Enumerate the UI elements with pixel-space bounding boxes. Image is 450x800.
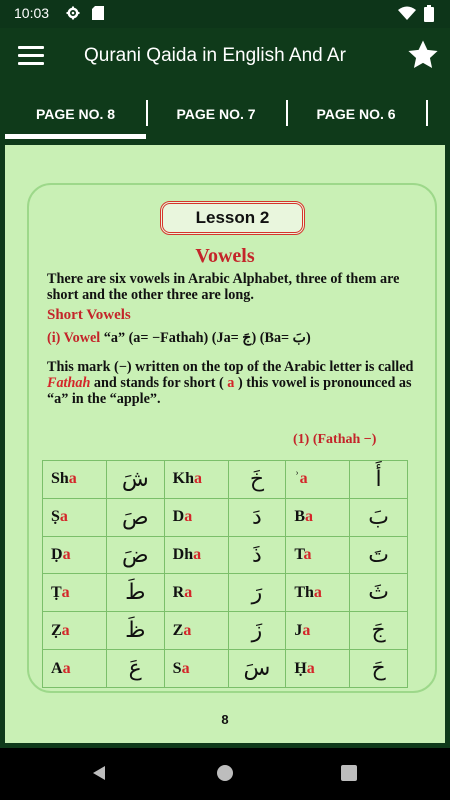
- desc-part-1: This mark (−) written on the top of the Arabic letter is called: [47, 359, 414, 375]
- transliteration-cell: Ṭa: [43, 574, 107, 612]
- vowel-a-line: [47, 330, 311, 347]
- transliteration-cell: Ja: [286, 612, 350, 650]
- desc-a: a: [227, 375, 235, 391]
- table-row: [43, 498, 408, 536]
- arabic-letter-cell: شَ: [106, 461, 164, 499]
- transliteration-cell: Ṣa: [43, 498, 107, 536]
- tab-page-8[interactable]: PAGE NO. 8: [35, 106, 116, 122]
- arabic-letter-cell: دَ: [228, 498, 286, 536]
- arabic-letter-cell: سَ: [228, 650, 286, 688]
- letter-table: [42, 460, 408, 688]
- short-vowels-heading: Short Vowels: [47, 307, 131, 323]
- table-row: [43, 574, 408, 612]
- arabic-letter-cell: أَ: [350, 461, 408, 499]
- vowel-a-ja: (Ja= جَ): [211, 330, 257, 346]
- fathah-reference: (1) (Fathah −): [293, 432, 377, 447]
- arabic-letter-cell: بَ: [350, 498, 408, 536]
- transliteration-cell: Ba: [286, 498, 350, 536]
- arabic-letter-cell: زَ: [228, 612, 286, 650]
- wifi-icon: [398, 6, 416, 24]
- arabic-letter-cell: جَ: [350, 612, 408, 650]
- table-row: [43, 650, 408, 688]
- tab-page-6[interactable]: PAGE NO. 6: [316, 106, 396, 122]
- arabic-letter-cell: عَ: [106, 650, 164, 688]
- vowel-a-prefix: (i) Vowel: [47, 330, 101, 346]
- lesson-title: Lesson 2: [160, 201, 305, 235]
- transliteration-cell: Ḍa: [43, 536, 107, 574]
- fathah-description: [47, 359, 427, 407]
- transliteration-cell: Sha: [43, 461, 107, 499]
- desc-part-2: and stands for short (: [93, 375, 224, 391]
- back-icon[interactable]: [90, 764, 108, 786]
- table-row: [43, 536, 408, 574]
- tab-divider: [426, 100, 428, 126]
- battery-icon: [424, 5, 434, 26]
- arabic-letter-cell: ثَ: [350, 574, 408, 612]
- table-row: [43, 612, 408, 650]
- transliteration-cell: Kha: [164, 461, 228, 499]
- system-nav-bar: [0, 748, 450, 800]
- transliteration-cell: Tha: [286, 574, 350, 612]
- section-heading: Vowels: [195, 245, 255, 267]
- status-time: 10:03: [14, 5, 50, 21]
- arabic-letter-cell: صَ: [106, 498, 164, 536]
- arabic-letter-cell: طَ: [106, 574, 164, 612]
- app-title: Qurani Qaida in English And Ar: [84, 45, 346, 66]
- transliteration-cell: Aa: [43, 650, 107, 688]
- arabic-letter-cell: ظَ: [106, 612, 164, 650]
- star-icon[interactable]: [406, 38, 440, 72]
- vowel-a-fathah: (a= −Fathah): [128, 330, 209, 346]
- desc-fathah: Fathah: [47, 375, 91, 391]
- table-row: [43, 461, 408, 499]
- page-number: 8: [221, 712, 229, 727]
- arabic-letter-cell: ضَ: [106, 536, 164, 574]
- arabic-letter-cell: خَ: [228, 461, 286, 499]
- transliteration-cell: Ta: [286, 536, 350, 574]
- status-bar: [0, 0, 450, 28]
- transliteration-cell: Da: [164, 498, 228, 536]
- transliteration-cell: Ḥa: [286, 650, 350, 688]
- transliteration-cell: ʾa: [286, 461, 350, 499]
- tab-selected-indicator: [5, 134, 146, 139]
- page-tabs: [0, 88, 450, 140]
- transliteration-cell: Ra: [164, 574, 228, 612]
- vowel-a-ba: (Ba= بَ): [259, 330, 311, 346]
- app-bar: [0, 28, 450, 88]
- transliteration-cell: Za: [164, 612, 228, 650]
- transliteration-cell: Dha: [164, 536, 228, 574]
- arabic-letter-cell: تَ: [350, 536, 408, 574]
- transliteration-cell: Ẓa: [43, 612, 107, 650]
- transliteration-cell: Sa: [164, 650, 228, 688]
- desc-part-3: ) this vowel is pronounced as “a” in the “apple”.: [47, 375, 412, 407]
- arabic-letter-cell: ذَ: [228, 536, 286, 574]
- arabic-letter-cell: حَ: [350, 650, 408, 688]
- vowel-a-quote: “a”: [103, 330, 126, 346]
- lesson-page: [5, 145, 445, 743]
- home-icon[interactable]: [216, 764, 234, 786]
- sd-card-icon: [92, 6, 104, 24]
- gear-icon: [66, 6, 80, 24]
- intro-text: There are six vowels in Arabic Alphabet, three of them are short and the other three are long.: [47, 271, 400, 303]
- tab-page-7[interactable]: PAGE NO. 7: [176, 106, 256, 122]
- recents-icon[interactable]: [340, 764, 358, 786]
- arabic-letter-cell: رَ: [228, 574, 286, 612]
- hamburger-icon[interactable]: [18, 46, 44, 70]
